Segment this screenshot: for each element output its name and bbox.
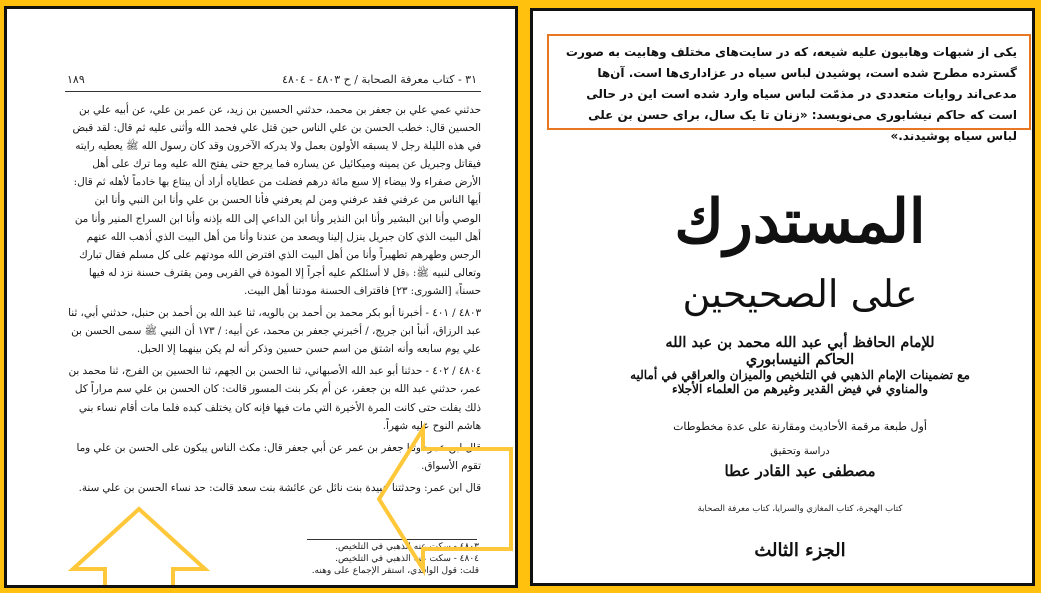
footnote: ٤٨٠٤ - سكت عنه الذهبي في التلخيص. [335,554,479,564]
running-header: ٣١ - كتاب معرفة الصحابة / ح ٤٨٠٣ - ٤٨٠٤ [282,73,477,86]
book-author: للإمام الحافظ أبي عبد الله محمد بن عبد الله الحاكم النيسابوري [665,334,935,368]
cover-description: مع تضمينات الإمام الذهبي في التلخيص والميزان والعراقي في أماليه والمناوي في فيض القدير وغيرهم من العلماء الأجلاء [630,368,970,396]
footnote: ٤٨٠٣ - سكت عنه الذهبي في التلخيص. [335,542,479,552]
paragraph-highlighted: قال ابن عمر: وحدثتنا عبيدة بنت نائل عن عائشة بنت سعد قالت: حد نساء الحسن بن علي سنة. [78,481,481,494]
volume-contents: كتاب الهجرة، كتاب المغازي والسرايا، كتاب معرفة الصحابة [697,504,903,514]
paragraph: حدثني عمي علي بن جعفر بن محمد، حدثني الحسين بن زيد، عن عمر بن علي، عن أبيه علي بن الحسين قال: خطب الحسن بن علي الناس حين قتل علي فحمد الله وأثنى عليه ثم قال: لقد قبض في هذه الليلة رجل لا يسبقه الأولون بعمل ولا يدركه الآخرون وقد كان رسول الله ﷺ يعطيه رايته فيقاتل وجبريل عن يمينه وميكائيل عن يساره فما يرجع حتى يفتح الله عليه وما ترك على أهل الأرض صفراء ولا بيضاء إلا سبع مائة درهم فضلت من عطاياه أراد أن يبتاع بها خادماً لأهله ثم قال: أيها الناس من عرفني فقد عرفني ومن لم يعرفني فأنا الحسن بن علي وأنا ابن النبي وأنا ابن الوصي وأنا ابن البشير وأنا ابن النذير وأنا ابن الداعي إلى الله بإذنه وأنا ابن السراج المنير وأنا من أهل البيت الذي كان جبريل ينزل إلينا ويصعد من عندنا وأنا من أهل البيت الذي أذهب الله عنهم الرجس وطهرهم تطهيراً وأنا من أهل البيت الذي افترض الله مودتهم على كل مسلم فقال تبارك وتعالى لنبيه ﷺ: ﴿قل لا أسئلكم عليه أجراً إلا المودة في القربى ومن يقترف حسنة نزد له فيها حسناً﴾ [الشورى: ٢٣] فاقتراف الحسنة مودتنا أهل البيت. [72,104,481,297]
persian-note-box [547,34,1031,143]
paragraph: قال ابن عمر: وثنا جعفر بن عمر عن أبي جعفر قال: مكث الناس يبكون على الحسن بن علي وما تقوم الأسواق. [76,441,481,472]
footnotes [237,541,479,577]
left-page-scan [4,6,518,588]
editor-name: مصطفى عبد القادر عطا [724,462,876,480]
header-rule [65,91,481,92]
volume-label: الجزء الثالث [754,540,846,561]
up-pointing-arrow [73,509,205,588]
paragraph: ٤٨٠٣ / ٤٠١ - أخبرنا أبو بكر محمد بن أحمد بن بالويه، ثنا عبد الله بن أحمد بن حنبل، حدثني أبي، ثنا عبد الرزاق، أنبأ ابن جريج، / أخبرني جعفر بن محمد، عن أبيه: / ١٧٣ أن النبي ﷺ سمى الحسن بن علي يوم سابعه وأنه اشتق من اسم حسن حسين وذكر أنه لم يكن بينهما إلا الحبل. [68,307,481,356]
hadith-text [65,101,481,501]
book-subtitle: على الصحيحين [682,272,918,316]
study-label: دراسة وتحقيق [770,446,830,457]
cover-edition-note: أول طبعة مرقمة الأحاديث ومقارنة على عدة مخطوطات [673,420,927,433]
book-title: المستدرك [674,187,926,257]
footnote-rule [307,539,477,540]
note-text: یکی از شبهات وهابیون علیه شیعه، که در سایت‌های مختلف وهابیت به صورت گسترده مطرح شده است، پوشیدن لباس سیاه در عزاداری‌ها است. آن‌ها مدعی‌اند روایات متعددی در مذمّت لباس سیاه وارد شده است این در حالی است که حاکم نیشابوری می‌نویسد: «زنان تا یک سال، برای حسن بن علی لباس سیاه پوشیدند.» [565,45,1017,143]
footnote: قلت: قول الواقدي، استقر الإجماع على وهنه. [311,566,479,576]
paragraph: ٤٨٠٤ / ٤٠٢ - حدثنا أبو عبد الله الأصبهاني، ثنا الحسن بن الجهم، ثنا الحسين بن الفرج، ثنا محمد بن عمر، حدثني عبد الله بن جعفر، عن أم بكر بنت المسور قالت: كان الحسن بن علي سم مراراً كل ذلك يفلت حتى كانت المرة الأخيرة التي مات فيها فإنه كان يختلف كبده فلما مات أقام نساء بني هاشم النوح عليه شهراً. [68,365,481,432]
page-number: ١٨٩ [67,73,85,86]
